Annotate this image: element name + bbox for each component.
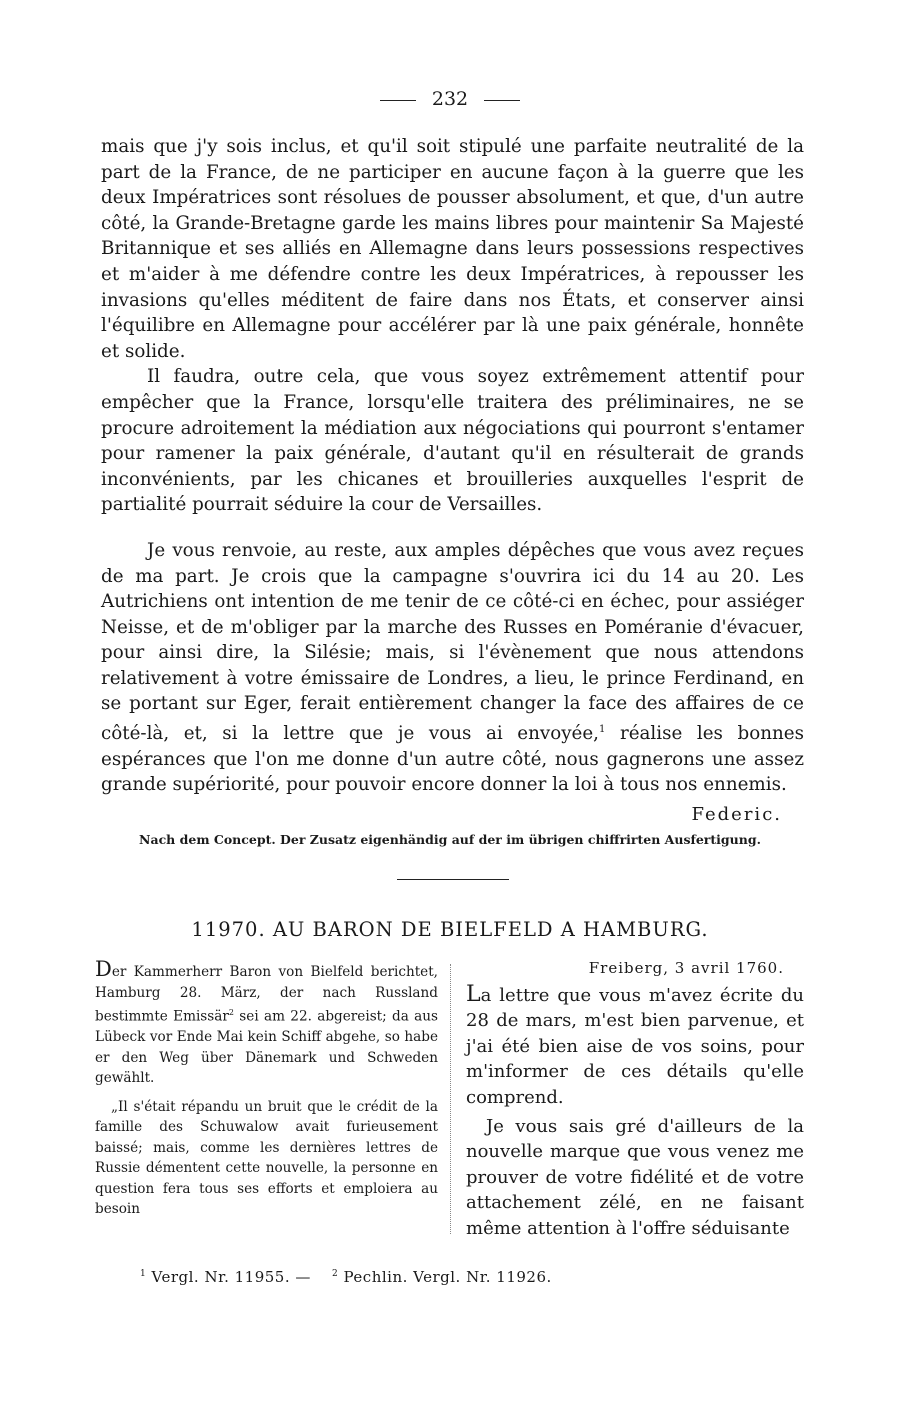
paragraph-1: mais que j'y sois inclus, et qu'il soit stipulé une parfaite neutralité de la part de la France, de ne participer en aucune façon à la guerre que les deux Impératrices sont résolues de pousser absolument, et que, d'un autre côté, la Grande-Bretagne garde les mains libres pour maintenir Sa Majesté Britannique et ses alliés en Allemagne dans leurs possessions respectives et m'aider à me défendre contre les deux Impératrices, à repousser les invasions qu'elles méditent de faire dans nos États, et conserver ainsi l'équilibre en Allemagne pour accélérer par là une paix générale, honnête et solide. xyxy=(101,136,804,362)
column-divider xyxy=(450,964,451,1234)
footnote-1-mark: 1 xyxy=(140,1269,147,1279)
letter-paragraph-1-text: a lettre que vous m'avez écrite du 28 de mars, m'est bien parvenue, et j'ai été bien aise de vos soins, pour m'informer de ces détails qu'elle comprend. xyxy=(466,984,804,1108)
main-letter-body xyxy=(101,134,804,798)
summary-text-2: sei am 22. abgereist; da aus Lübeck vor Ende Mai kein Schiff abgehe, so habe er den Weg über Dänemark und Schweden gewählt. xyxy=(95,1008,439,1087)
paragraph-2: Il faudra, outre cela, que vous soyez extrêmement attentif pour empêcher que la France, lorsqu'elle traitera des préliminaires, ne se procure adroitement la médiation aux négociations qui pourront s'entamer pour ramener la paix générale, d'autant qu'il en résulterait de grands inconvénients, par les chicanes et brouilleries auxquelles l'esprit de partialité pourrait séduire la cour de Versailles. xyxy=(101,366,804,516)
letter-paragraph-1 xyxy=(466,982,804,1111)
letter-paragraph-2: Je vous sais gré d'ailleurs de la nouvelle marque que vous venez me prouver de votre fidélité et de votre attachement zélé, en ne faisant même attention à l'offre séduisante xyxy=(466,1115,804,1239)
right-rule xyxy=(484,100,520,101)
page-number: 232 xyxy=(431,88,469,110)
initial-letter: L xyxy=(466,981,481,1007)
letter-date: Freiberg, 3 avril 1760. xyxy=(588,959,784,977)
footnote-ref-2: 2 xyxy=(228,1008,234,1017)
quoted-report: „Il s'était répandu un bruit que le crédit de la famille des Schuwalow avait furieusement baissé; mais, comme les dernières lettres de Russie démentent cette nouvelle, la personne en question fera tous ses efforts et emploiera au besoin xyxy=(95,1098,438,1218)
signature: Federic. xyxy=(691,804,782,825)
letter-column xyxy=(466,956,804,1242)
page-number-line xyxy=(0,88,900,110)
footnote-2-text: Pechlin. Vergl. Nr. 11926. xyxy=(343,1268,552,1286)
paragraph-3-part-2: réalise les bonnes espérances que l'on me donne d'un autre côté, nous gagnerons une assez grande supériorité, pour pouvoir encore donner la loi à tous nos ennemis. xyxy=(101,723,804,796)
footnote-2-mark: 2 xyxy=(331,1269,339,1279)
summary-column xyxy=(95,957,439,1220)
paragraph-3-part-1: Je vous renvoie, au reste, aux amples dépêches que vous avez reçues de ma part. Je crois que la campagne s'ouvrira ici du 14 au 20. Les Autrichiens ont intention de me tenir de ce côté-ci en échec, pour assiéger Neisse, et de m'obliger par la marche des Russes en Poméranie d'évacuer, pour ainsi dire, la Silésie; mais, si l'évènement que nous attendons relativement à votre émissaire de Londres, a lieu, le prince Ferdinand, en se portant sur Eger, ferait entièrement changer la face des affaires de ce côté-là, et, si la lettre que je vous ai envoyée, xyxy=(101,539,804,745)
section-separator xyxy=(397,879,509,880)
summary-paragraph xyxy=(95,957,439,1089)
paragraph-3 xyxy=(101,538,804,798)
footnote-ref-1: 1 xyxy=(599,724,606,736)
drop-cap: D xyxy=(95,957,112,981)
left-rule xyxy=(380,100,416,101)
footnote-1-text: Vergl. Nr. 11955. — xyxy=(151,1268,311,1286)
footnotes xyxy=(140,1268,800,1286)
source-note: Nach dem Concept. Der Zusatz eigenhändig auf der im übrigen chiffrirten Ausfertigung. xyxy=(139,832,761,847)
summary-text-1: er Kammerherr Baron von Bielfeld berichtet, Hamburg 28. März, der nach Russland bestimmte Emissär xyxy=(95,964,438,1025)
letter-heading: 11970. AU BARON DE BIELFELD A HAMBURG. xyxy=(191,918,709,941)
